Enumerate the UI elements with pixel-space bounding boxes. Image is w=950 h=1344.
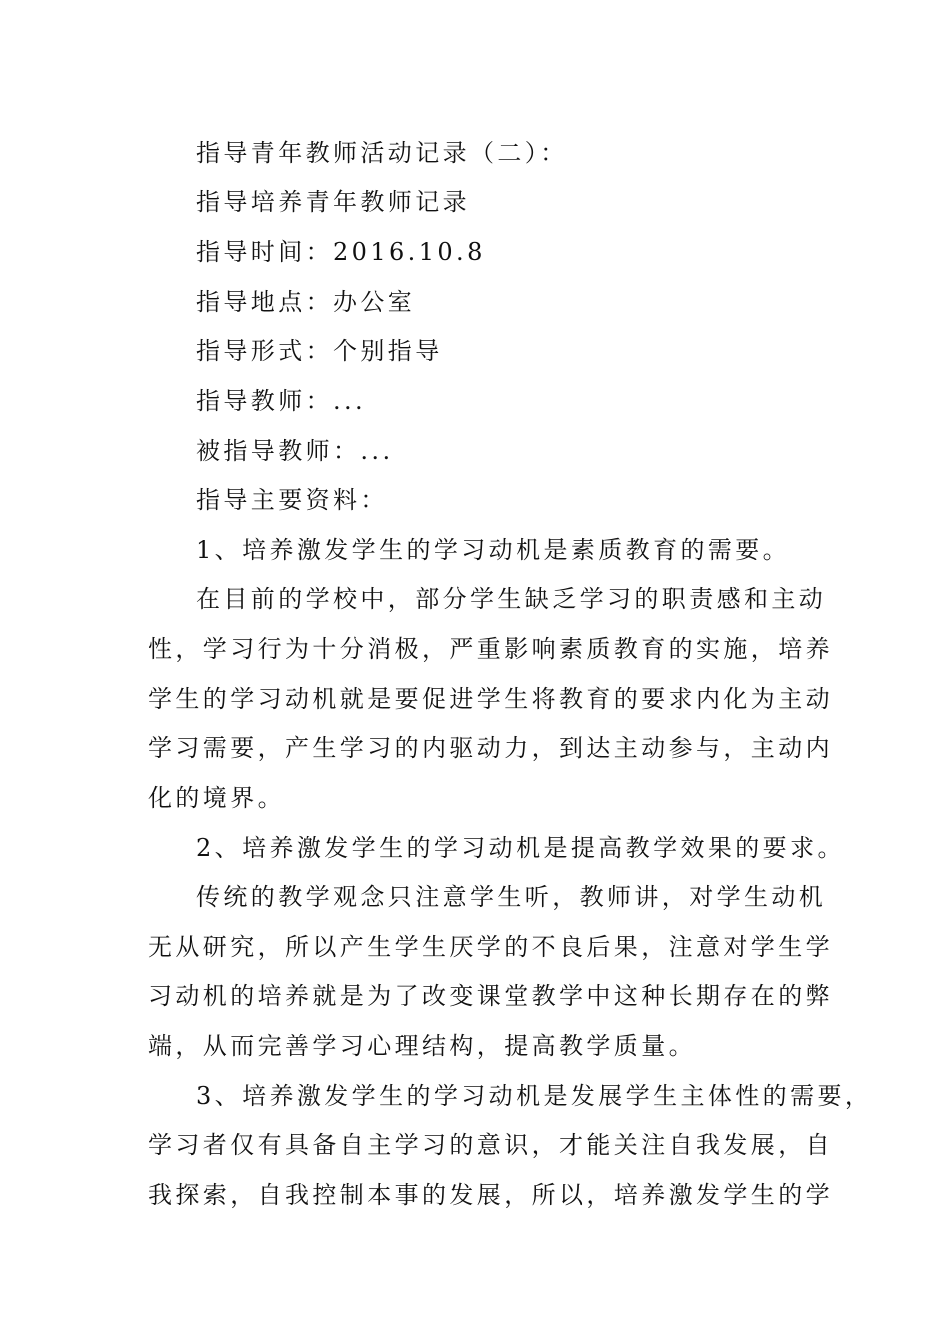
paragraph-line: 在目前的学校中，部分学生缺乏学习的职责感和主动 <box>196 585 827 613</box>
section-heading-3: 3、培养激发学生的学习动机是发展学生主体性的需要， <box>196 1082 873 1110</box>
paragraph-line: 习动机的培养就是为了改变课堂教学中这种长期存在的弊 <box>148 982 833 1010</box>
paragraph-line: 学生的学习动机就是要促进学生将教育的要求内化为主动 <box>148 685 833 713</box>
main-content-label: 指导主要资料： <box>196 486 388 514</box>
paragraph-line: 我探索，自我控制本事的发展，所以，培养激发学生的学 <box>148 1181 833 1209</box>
paragraph-line: 端，从而完善学习心理结构，提高教学质量。 <box>148 1032 696 1060</box>
paragraph-line: 性，学习行为十分消极，严重影响素质教育的实施，培养 <box>148 635 833 663</box>
guidance-time: 指导时间：2016.10.8 <box>196 238 486 266</box>
document-title: 指导青年教师活动记录（二）： <box>196 139 568 167</box>
section-heading-1: 1、培养激发学生的学习动机是素质教育的需要。 <box>196 536 791 564</box>
paragraph-line: 学习者仅有具备自主学习的意识，才能关注自我发展，自 <box>148 1131 833 1159</box>
section-heading-2: 2、培养激发学生的学习动机是提高教学效果的要求。 <box>196 834 845 862</box>
paragraph-line: 化的境界。 <box>148 784 285 812</box>
guidance-form: 指导形式：个别指导 <box>196 337 443 365</box>
paragraph-line: 学习需要，产生学习的内驱动力，到达主动参与，主动内 <box>148 734 833 762</box>
paragraph-line: 无从研究，所以产生学生厌学的不良后果，注意对学生学 <box>148 933 833 961</box>
paragraph-line: 传统的教学观念只注意学生听，教师讲，对学生动机 <box>196 883 827 911</box>
mentee-teacher: 被指导教师：... <box>196 437 394 465</box>
mentor-teacher: 指导教师：... <box>196 387 367 415</box>
guidance-location: 指导地点：办公室 <box>196 288 416 316</box>
record-subtitle: 指导培养青年教师记录 <box>196 188 470 216</box>
